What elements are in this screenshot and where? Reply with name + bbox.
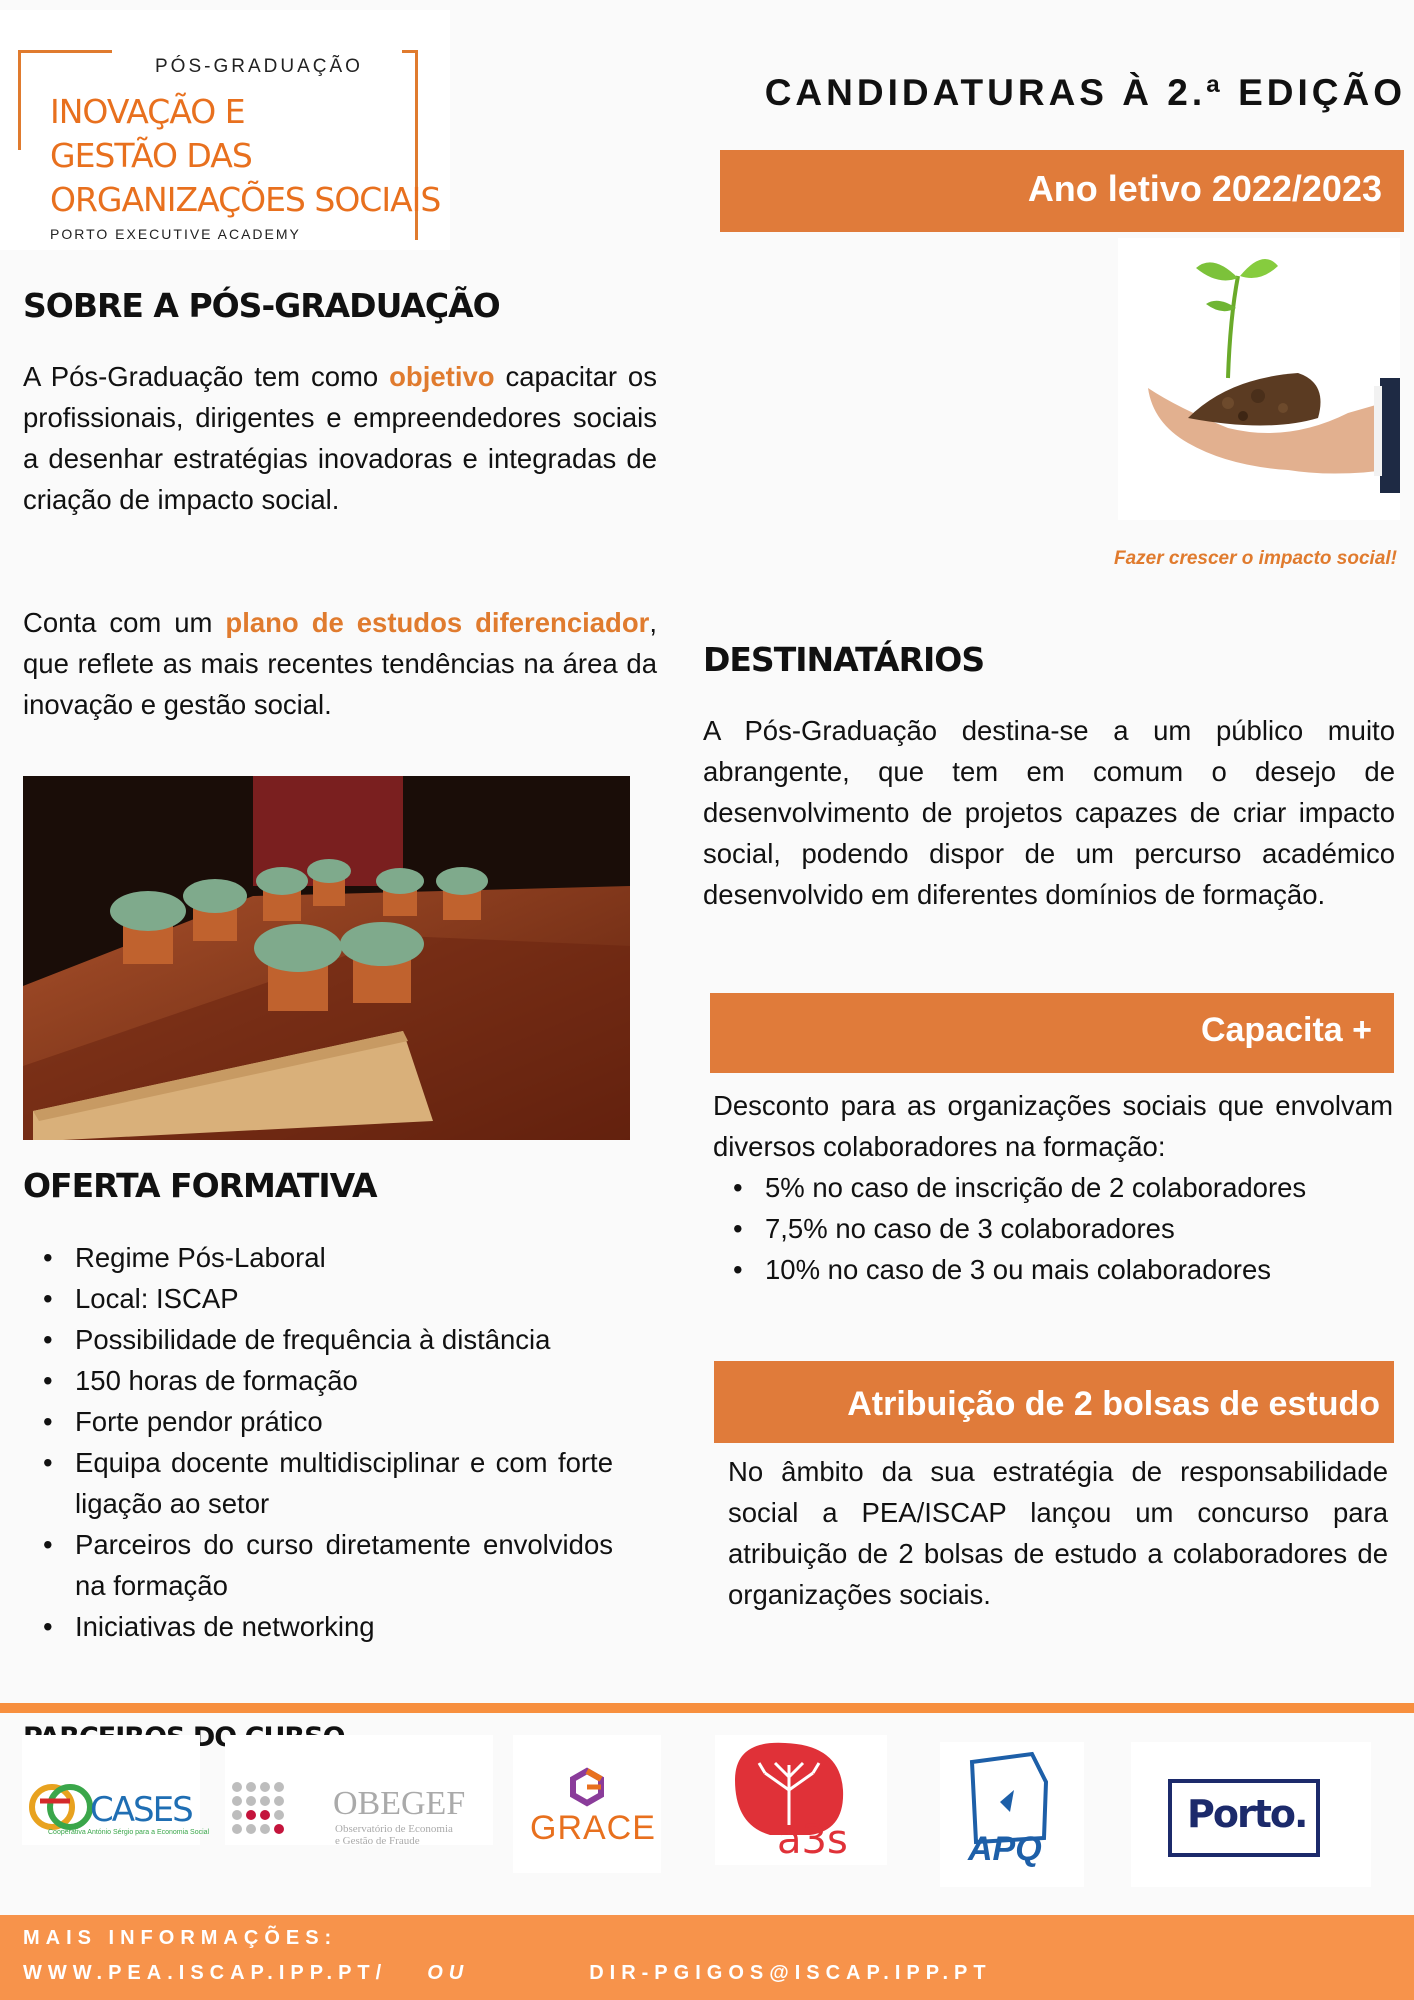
list-item: • Parceiros do curso diretamente envolvidos na formação (23, 1524, 613, 1606)
list-item: • 150 horas de formação (23, 1360, 613, 1401)
list-item: • Local: ISCAP (23, 1278, 613, 1319)
about-heading: SOBRE A PÓS-GRADUAÇÃO (23, 286, 500, 325)
about-paragraph-2: Conta com um plano de estudos diferenciador, que reflete as mais recentes tendências na área da inovação e gestão social. (23, 607, 657, 720)
logo-subtitle: PÓS-GRADUAÇÃO (155, 56, 363, 77)
logo-academy: PORTO EXECUTIVE ACADEMY (50, 226, 301, 242)
cases-logo: CASES Cooperativa António Sérgio para a Economia Social (22, 1735, 200, 1845)
academic-year-banner: Ano letivo 2022/2023 (720, 150, 1404, 232)
partners-divider (0, 1703, 1414, 1713)
list-item: • Regime Pós-Laboral (23, 1237, 613, 1278)
audience-heading: DESTINATÁRIOS (703, 640, 985, 679)
porto-logo: Porto. (1131, 1742, 1371, 1887)
audience-paragraph: A Pós-Graduação destina-se a um público muito abrangente, que tem em comum o desejo de desenvolvimento de projetos capazes de criar impacto social, podendo dispor de um percurso académico desenvolvido em diferentes domínios de formação. (703, 715, 1395, 910)
succulents-photo (23, 776, 630, 1140)
email-link[interactable]: DIR-PGIGOS@ISCAP.IPP.PT (589, 1962, 992, 1984)
list-item: • 10% no caso de 3 ou mais colaboradores (713, 1249, 1403, 1290)
offer-list (23, 1237, 613, 1647)
page-title: CANDIDATURAS À 2.ª EDIÇÃO (764, 72, 1406, 113)
a3s-logo: a3s (715, 1735, 887, 1865)
offer-heading: OFERTA FORMATIVA (23, 1166, 377, 1205)
list-item: • Iniciativas de networking (23, 1606, 613, 1647)
about-paragraph-1: A Pós-Graduação tem como objetivo capacitar os profissionais, dirigentes e empreendedores sociais a desenhar estratégias inovadoras e integradas de criação de impacto social. (23, 361, 657, 515)
capacita-banner: Capacita + (710, 993, 1394, 1073)
scholarships-banner: Atribuição de 2 bolsas de estudo (714, 1361, 1394, 1443)
website-link[interactable]: WWW.PEA.ISCAP.IPP.PT/ (23, 1962, 388, 1984)
partners-heading: DO (192, 1722, 237, 1753)
list-item: • Forte pendor prático (23, 1401, 613, 1442)
list-item: • Possibilidade de frequência à distância (23, 1319, 613, 1360)
grace-logo: GRACE (513, 1735, 661, 1873)
footer (0, 1915, 1414, 2000)
image-caption: Fazer crescer o impacto social! (1113, 548, 1397, 569)
plant-in-hand-image (1118, 238, 1400, 520)
capacita-intro: Desconto para as organizações sociais que envolvam diversos colaboradores na formação: (713, 1090, 1393, 1162)
footer-contacts: WWW.PEA.ISCAP.IPP.PT/ OU DIR-PGIGOS@ISCAP.IPP.PT (23, 1962, 992, 1984)
obegef-logo: OBEGEF Observatório de Economia e Gestão de Fraude (225, 1735, 493, 1845)
capacita-list (713, 1167, 1403, 1290)
list-item: • 7,5% no caso de 3 colaboradores (713, 1208, 1403, 1249)
scholarships-paragraph: No âmbito da sua estratégia de responsabilidade social a PEA/ISCAP lançou um concurso para atribuição de 2 bolsas de estudo a colaboradores de organizações sociais. (728, 1456, 1388, 1610)
program-logo (0, 10, 450, 250)
list-item: • 5% no caso de inscrição de 2 colaboradores (713, 1167, 1403, 1208)
logo-title: INOVAÇÃO E GESTÃO DAS ORGANIZAÇÕES SOCIAIS (50, 92, 441, 219)
footer-more-info: MAIS INFORMAÇÕES: (23, 1927, 338, 1949)
apq-logo: APQ (940, 1742, 1084, 1887)
list-item: • Equipa docente multidisciplinar e com forte ligação ao setor (23, 1442, 613, 1524)
